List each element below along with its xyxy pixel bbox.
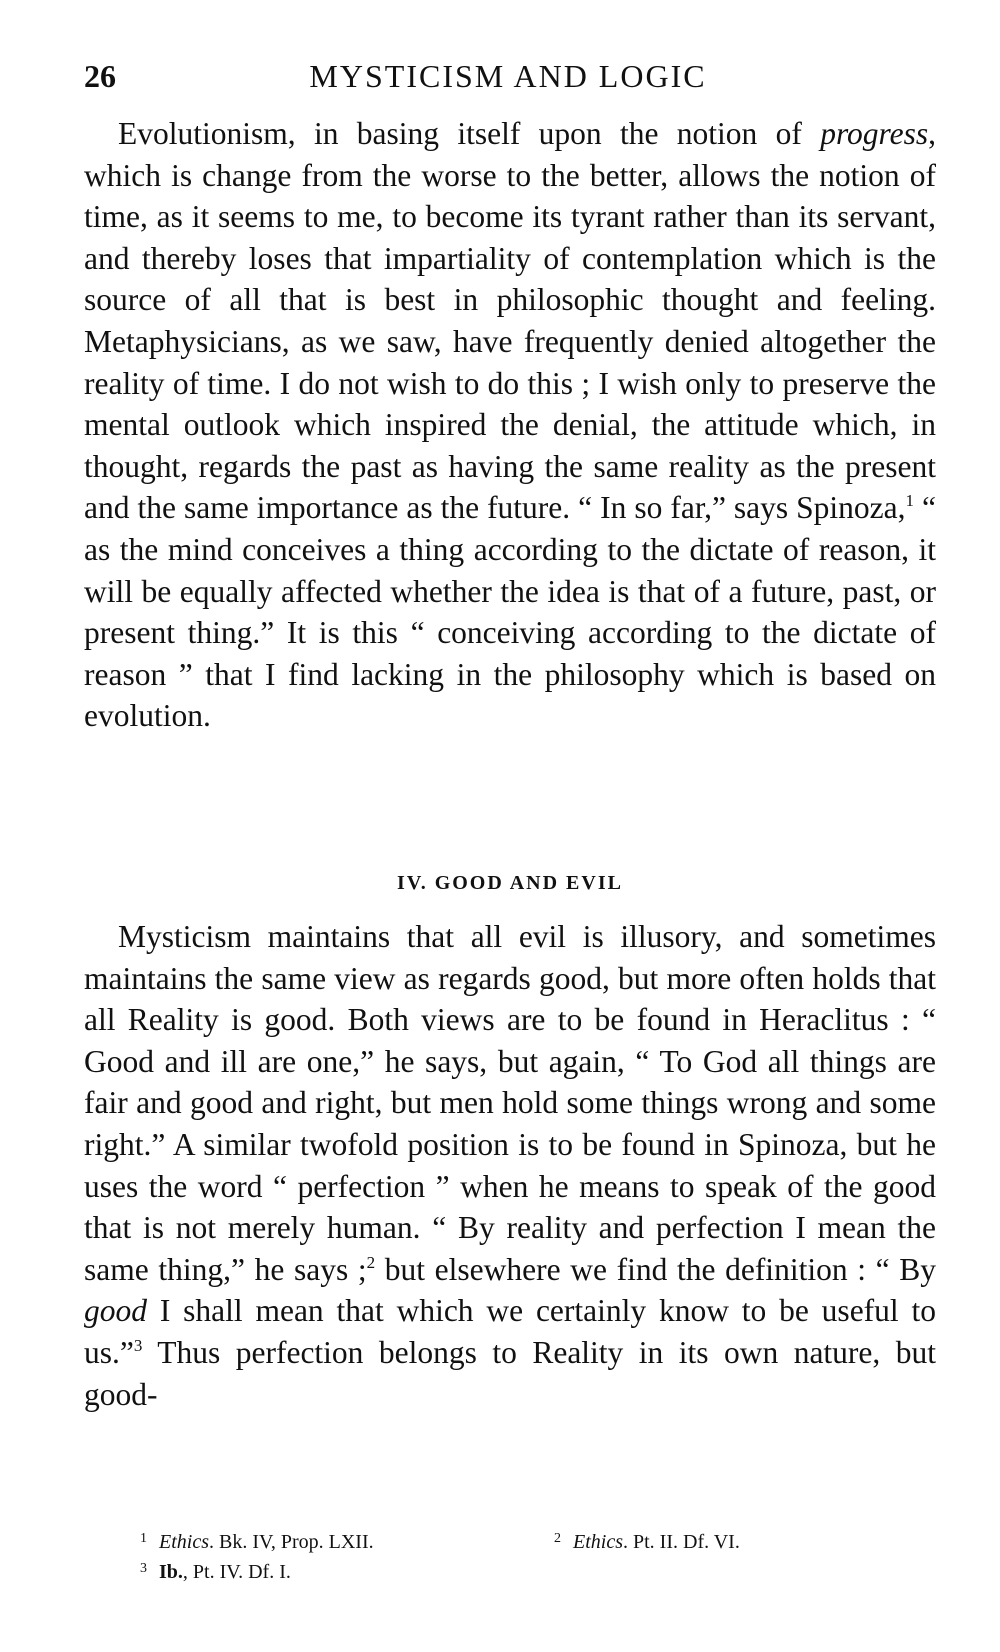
footnote-text: . Bk. IV, Prop. LXII. [209, 1531, 374, 1553]
page-number: 26 [84, 58, 116, 94]
paragraph-text: Evolutionism, in basing itself upon the notion of [118, 116, 821, 151]
footnote-mark: 2 [554, 1531, 561, 1546]
footnote-3 [140, 1554, 291, 1587]
paragraph-text: , which is change from the worse to the better, allows the notion of time, as it seems to me, to become its tyrant rather than its servant, and thereby loses that impartiality of contemplation which is the source of all that is best in philosophic thought and feeling. Metaphysicians, as we saw, have frequently denied altogether the reality of time. I do not wish to do this ; I wish only to preserve the mental outlook which inspired the denial, the attitude which, in thought, regards the past as having the same reality as the present and the same importance as the future. “ In so far,” says Spinoza, [84, 116, 936, 526]
paragraph-text: Thus perfection belongs to Reality in its own nature, but good- [84, 1334, 936, 1412]
paragraph-good-and-evil [84, 916, 936, 1415]
footnote-ref-2: 2 [366, 1252, 376, 1272]
footnote-ref-3: 3 [133, 1335, 143, 1355]
footnote-row [140, 1554, 900, 1584]
footnote-2 [554, 1524, 740, 1557]
page-header [84, 58, 932, 102]
paragraph-evolutionism [84, 113, 936, 737]
paragraph-text: Mysticism maintains that all evil is illusory, and sometimes maintains the same view as regards good, but more often holds that all Reality is good. Both views are to be found in Heraclitus : “ Good and ill are one,” he says, but again, “ To God all things are fair and good and right, but men hold some things wrong and some right.” A similar twofold position is to be found in Spinoza, but he uses the word “ perfection ” when he means to speak of the good that is not merely human. “ By reality and perfection I mean the same thing,” he says ; [84, 919, 936, 1287]
footnotes [140, 1524, 900, 1584]
footnote-text: , Pt. IV. Df. I. [182, 1561, 291, 1583]
footnote-source: Ethics [159, 1531, 209, 1553]
footnote-source: Ib. [159, 1561, 183, 1583]
footnote-row [140, 1524, 900, 1554]
footnote-1 [140, 1524, 374, 1557]
footnote-text: . Pt. II. Df. VI. [623, 1531, 740, 1553]
footnote-mark: 3 [140, 1561, 147, 1576]
section-heading: IV. GOOD AND EVIL [397, 872, 623, 894]
running-title: MYSTICISM AND LOGIC [309, 58, 707, 94]
footnote-mark: 1 [140, 1531, 147, 1546]
footnote-source: Ethics [573, 1531, 623, 1553]
emphasis-progress: progress [820, 116, 929, 151]
paragraph-text: “ as the mind conceives a thing according to the dictate of reason, it will be equally affected whether the idea is that of a future, past, or present thing.” It is this “ conceiving according to the dictate of reason ” that I find lacking in the philosophy which is based on evolution. [84, 490, 937, 734]
paragraph-text: but elsewhere we find the definition : “ By [375, 1251, 936, 1287]
emphasis-good: good [84, 1293, 147, 1329]
paragraph-text: I shall mean that which we certainly know to be useful to us.” [84, 1293, 936, 1370]
footnote-ref-1: 1 [905, 491, 915, 511]
